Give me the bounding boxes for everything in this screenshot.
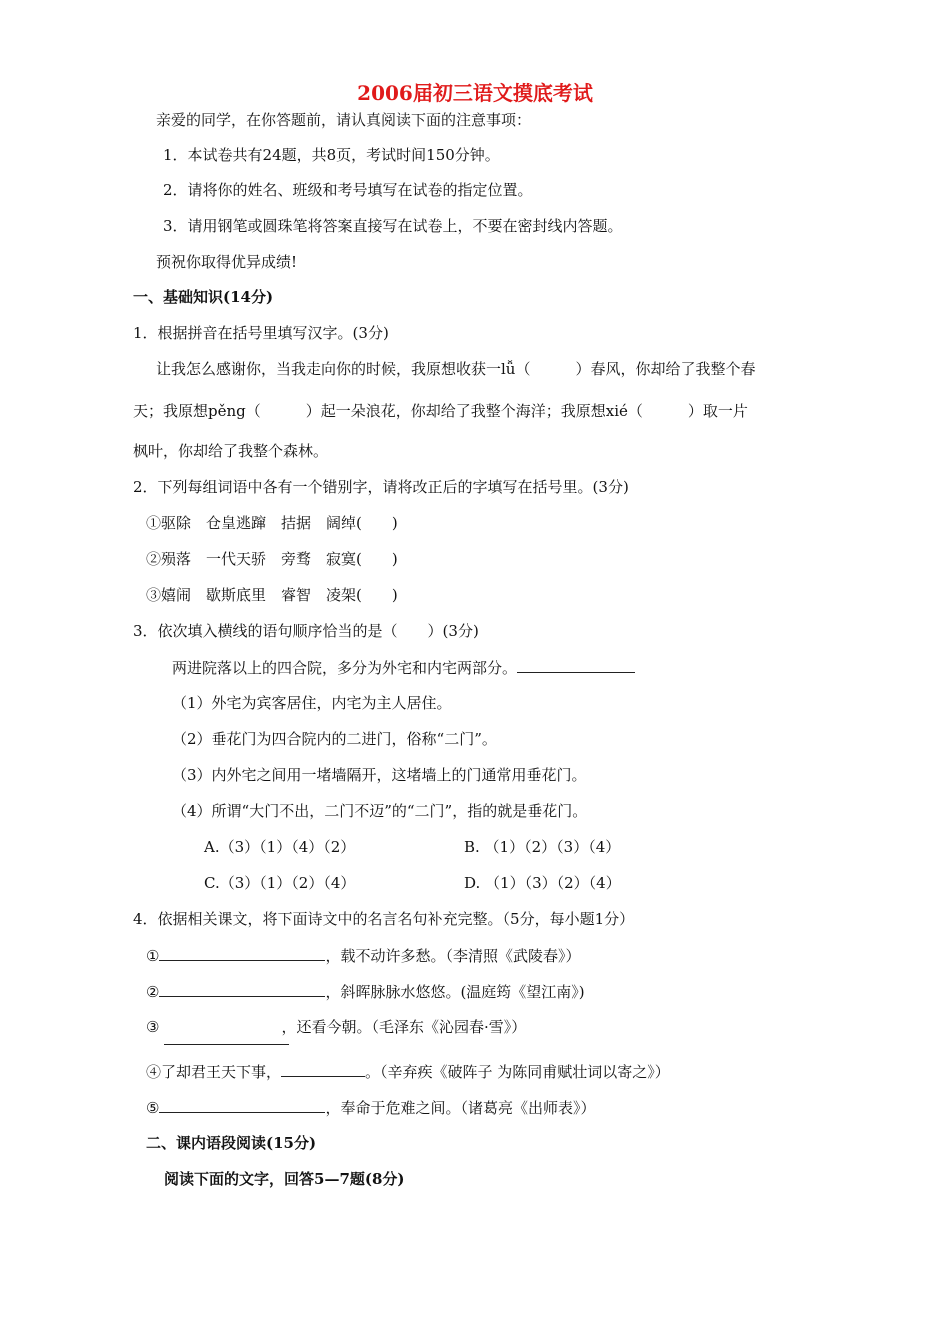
q3-option-d: D. （1）（3）（2）（4）	[464, 874, 621, 892]
q1-stem: 1．根据拼音在括号里填写汉字。(3分)	[133, 324, 389, 342]
q1-line-1: 让我怎么感谢你，当我走向你的时候，我原想收获一lǚ（ ）春风，你却给了我整个春	[156, 360, 756, 378]
q4-item-2-blank[interactable]	[159, 981, 325, 997]
q1-line-2: 天；我原想pěng（ ）起一朵浪花，你却给了我整个海洋；我原想xié（ ）取一片	[133, 402, 748, 420]
q4-item-5-text: ，奉命于危难之间。（诸葛亮《出师表》）	[325, 1099, 596, 1117]
note-1: 1．本试卷共有24题，共8页，考试时间150分钟。	[163, 146, 500, 164]
q4-item-1-blank[interactable]	[159, 945, 325, 961]
q3-item-4: （4）所谓“大门不出，二门不迈”的“二门”，指的就是垂花门。	[172, 802, 588, 820]
q2-row-2: ②殒落 一代天骄 旁骛 寂寞( )	[146, 550, 398, 568]
q1-line-3: 枫叶，你却给了我整个森林。	[133, 442, 329, 460]
q4-item-4-text: 。（辛弃疾《破阵子 为陈同甫赋壮词以寄之》）	[365, 1063, 670, 1081]
q3-stem: 3．依次填入横线的语句顺序恰当的是（ ）(3分)	[133, 622, 479, 640]
q4-stem: 4．依据相关课文，将下面诗文中的名言名句补充完整。（5分，每小题1分）	[133, 910, 635, 928]
q4-item-4	[146, 1061, 670, 1082]
section-2-heading: 二、课内语段阅读(15分)	[146, 1134, 317, 1152]
q4-item-4-lead: ④了却君王天下事，	[146, 1063, 282, 1081]
q3-option-c: C.（3）（1）（2）（4）	[204, 874, 356, 892]
q4-item-5	[146, 1097, 595, 1118]
q3-item-3: （3）内外宅之间用一堵墙隔开，这堵墙上的门通常用垂花门。	[172, 766, 587, 784]
intro-text: 亲爱的同学，在你答题前，请认真阅读下面的注意事项：	[156, 111, 532, 129]
q4-item-5-number: ⑤	[146, 1099, 160, 1117]
q4-item-1	[146, 945, 580, 966]
q4-item-4-blank[interactable]	[281, 1061, 365, 1077]
q4-item-3	[146, 1017, 526, 1037]
q4-item-1-text: ，载不动许多愁。（李清照《武陵春》）	[325, 947, 581, 965]
q3-item-2: （2）垂花门为四合院内的二进门，俗称“二门”。	[172, 730, 497, 748]
q4-item-2-number: ②	[146, 983, 160, 1001]
section-1-heading: 一、基础知识(14分)	[133, 288, 274, 306]
q2-row-3: ③嬉闹 歇斯底里 睿智 凌架( )	[146, 586, 398, 604]
reading-instruction: 阅读下面的文字，回答5—7题(8分)	[164, 1170, 405, 1188]
q4-item-3-blank[interactable]	[164, 1044, 289, 1045]
note-3: 3．请用钢笔或圆珠笔将答案直接写在试卷上，不要在密封线内答题。	[163, 217, 623, 235]
q3-option-b: B. （1）（2）（3）（4）	[464, 838, 621, 856]
q3-passage-text: 两进院落以上的四合院，多分为外宅和内宅两部分。	[172, 659, 518, 677]
wish-text: 预祝你取得优异成绩!	[156, 253, 298, 271]
note-2: 2．请将你的姓名、班级和考号填写在试卷的指定位置。	[163, 181, 533, 199]
q4-item-2	[146, 981, 585, 1002]
q4-item-1-number: ①	[146, 947, 160, 965]
q4-item-5-blank[interactable]	[159, 1097, 325, 1113]
q4-item-2-text: ，斜晖脉脉水悠悠。(温庭筠《望江南》)	[325, 983, 585, 1001]
q4-item-3-text: ，还看今朝。（毛泽东《沁园春·雪》）	[281, 1018, 527, 1036]
q3-option-a: A.（3）（1）（4）（2）	[204, 838, 356, 856]
q3-passage	[172, 657, 635, 678]
q2-stem: 2．下列每组词语中各有一个错别字，请将改正后的字填写在括号里。(3分)	[133, 478, 629, 496]
q2-row-1: ①驱除 仓皇逃蹿 拮据 阔绰( )	[146, 514, 398, 532]
q3-item-1: （1）外宅为宾客居住，内宅为主人居住。	[172, 694, 452, 712]
q4-item-3-number: ③	[146, 1018, 160, 1036]
page-title: 2006届初三语文摸底考试	[357, 81, 593, 105]
q3-answer-blank[interactable]	[517, 657, 635, 673]
